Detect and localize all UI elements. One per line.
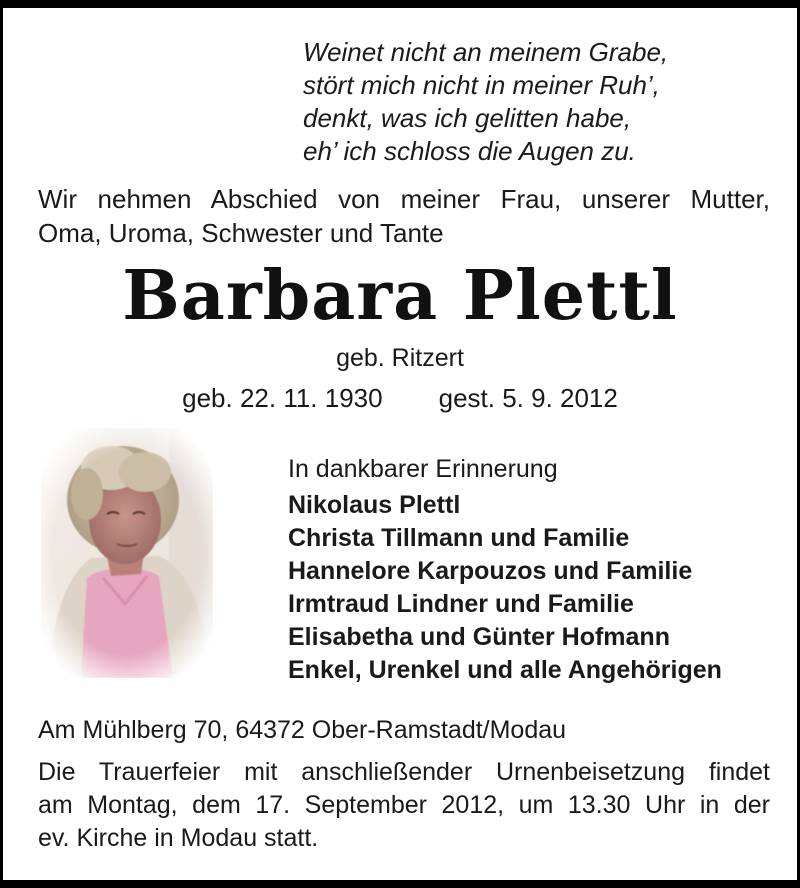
mourners-lead: In dankbarer Erinnerung <box>288 455 558 483</box>
birth-date: geb. 22. 11. 1930 <box>182 383 383 413</box>
life-dates <box>3 381 797 415</box>
mourner-name: Hannelore Karpouzos und Familie <box>288 557 693 585</box>
poem <box>303 36 668 168</box>
mourner-name: Nikolaus Plettl <box>288 491 461 519</box>
maiden-name: geb. Ritzert <box>336 344 464 372</box>
death-date: gest. 5. 9. 2012 <box>438 383 618 413</box>
service-line: am Montag, dem 17. September 2012, um 13.30 Uhr in der <box>38 791 770 819</box>
poem-line: Weinet nicht an meinem Grabe, <box>303 37 669 67</box>
farewell-intro <box>38 182 770 250</box>
service-line: ev. Kirche in Modau statt. <box>38 824 319 852</box>
deceased-name: Barbara Plettl <box>122 256 678 336</box>
mourner-name: Elisabetha und Günter Hofmann <box>288 623 670 651</box>
poem-line: eh’ ich schloss die Augen zu. <box>303 136 636 166</box>
poem-line: stört mich nicht in meiner Ruh’, <box>303 70 660 100</box>
mourner-name: Enkel, Urenkel und alle Angehörigen <box>288 656 722 684</box>
mourner-name: Christa Tillmann und Familie <box>288 524 630 552</box>
portrait-photo <box>41 428 213 678</box>
poem-line: denkt, was ich gelitten habe, <box>303 103 632 133</box>
intro-line: Wir nehmen Abschied von meiner Frau, unserer Mutter, <box>38 184 770 214</box>
service-line: Die Trauerfeier mit anschließender Urnenbeisetzung findet <box>38 758 770 786</box>
mourners-list <box>288 489 722 687</box>
family-address: Am Mühlberg 70, 64372 Ober-Ramstadt/Modau <box>38 716 567 744</box>
mourners-block <box>288 451 722 687</box>
service-details <box>38 756 770 855</box>
intro-line: Oma, Uroma, Schwester und Tante <box>38 218 444 248</box>
portrait-illustration <box>41 428 213 678</box>
mourner-name: Irmtraud Lindner und Familie <box>288 590 634 618</box>
